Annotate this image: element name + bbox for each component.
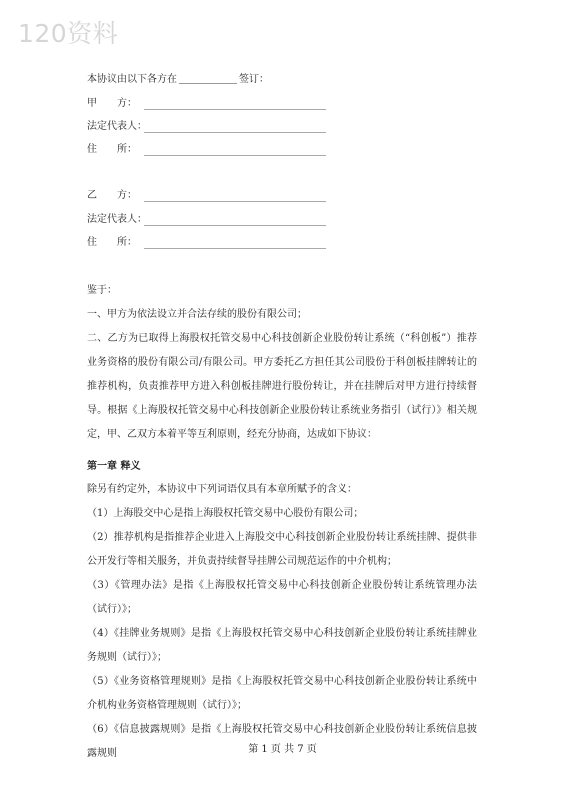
whereas-heading: 鉴于： (87, 285, 117, 296)
party-a-name-row (87, 97, 141, 111)
signing-place-blank[interactable] (179, 73, 237, 84)
party-a-rep-label: 法定代表人： (87, 121, 147, 132)
party-a-rep-line[interactable] (144, 132, 326, 133)
party-b-rep-line[interactable] (144, 225, 326, 226)
intro-suffix: 签订： (239, 74, 269, 85)
intro-prefix: 本协议由以下各方在 (87, 74, 177, 85)
party-a-address-row (87, 143, 141, 157)
definition-1: （1）上海股交中心是指上海股权托管交易中心股份有限公司； (87, 508, 364, 519)
party-b-rep-row (87, 213, 147, 227)
chapter-lead: 除另有约定外，本协议中下列词语仅具有本章所赋予的含义： (87, 484, 357, 495)
party-b-rep-label: 法定代表人： (87, 214, 147, 225)
party-b-address-row (87, 236, 141, 250)
chapter-title: 第一章 释义 (87, 461, 141, 472)
party-b-address-label: 住 所： (87, 237, 137, 248)
party-a-address-line[interactable] (144, 155, 326, 156)
definition-6: （6）《信息披露规则》是指《上海股权托管交易中心科技创新企业股份转让系统信息披露规则 (87, 724, 477, 759)
page-number: 第 1 页 共 7 页 (248, 744, 317, 755)
party-b-address-line[interactable] (144, 248, 326, 249)
party-b-name-label: 乙 方： (87, 190, 137, 201)
party-a-address-label: 住 所： (87, 144, 137, 155)
party-a-rep-row (87, 120, 147, 134)
party-b-name-line[interactable] (144, 201, 326, 202)
party-a-name-label: 甲 方： (87, 98, 137, 109)
definition-5: （5）《业务资格管理规则》是指《上海股权托管交易中心科技创新企业股份转让系统中介机构业务资格管理规则（试行）》； (87, 676, 477, 711)
whereas-item-2: 二、乙方为已取得上海股权托管交易中心科技创新企业股份转让系统（“科创板”）推荐业务资格的股份有限公司/有限公司。甲方委托乙方担任其公司股份于科创板挂牌转让的推荐机构，负责推荐甲方进入科创板挂牌进行股份转让，并在挂牌后对甲方进行持续督导。根据《上海股权托管交易中心科技创新企业股份转让系统业务指引（试行）》相关规定，甲、乙双方本着平等互利原则，经充分协商，达成如下协议： (87, 333, 477, 440)
party-b-name-row (87, 189, 141, 203)
definition-3: （3）《管理办法》是指《上海股权托管交易中心科技创新企业股份转让系统管理办法（试行）》； (87, 580, 477, 615)
definition-2: （2）推荐机构是指推荐企业进入上海股交中心科技创新企业股份转让系统挂牌、提供非公开发行等相关服务，并负责持续督导挂牌公司规范运作的中介机构； (87, 532, 477, 567)
definition-4: （4）《挂牌业务规则》是指《上海股权托管交易中心科技创新企业股份转让系统挂牌业务规则（试行）》； (87, 628, 477, 663)
party-a-name-line[interactable] (144, 109, 326, 110)
whereas-item-1: 一、甲方为依法设立并合法存续的股份有限公司； (87, 309, 307, 320)
agreement-intro (87, 73, 269, 87)
watermark-logo: 120资料 (18, 19, 119, 48)
